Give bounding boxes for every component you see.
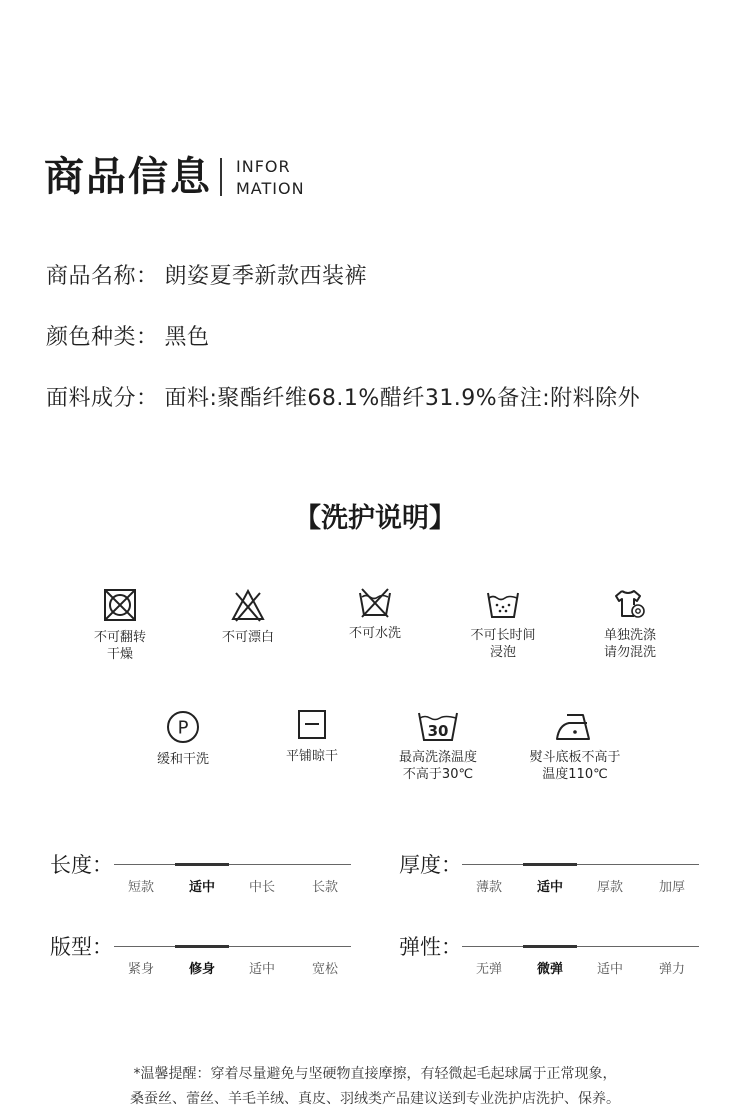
- scale-option: 紧身: [127, 962, 154, 977]
- care-label: [305, 625, 445, 642]
- care-label-line1: 平铺晾干: [285, 749, 338, 764]
- info-label-name: 商品名称：: [46, 264, 159, 289]
- care-label: [50, 629, 190, 663]
- scale-option: 中长: [248, 880, 275, 895]
- scale-option-selected: 修身: [188, 962, 215, 977]
- care-label: [560, 627, 700, 661]
- care-label: [242, 748, 382, 765]
- care-label-line2: 浸泡: [489, 645, 516, 660]
- care-label-line1: 单独洗涤: [603, 628, 656, 643]
- scale-track-fit: [114, 946, 351, 947]
- care-label-line2: 请勿混洗: [603, 645, 656, 660]
- no-tumble-dry-icon: [102, 587, 138, 623]
- title-divider: [220, 158, 222, 196]
- dry-flat-icon: [294, 708, 330, 742]
- scale-label-length: 长度：: [50, 853, 113, 877]
- care-label-line1: 最高洗涤温度: [398, 750, 477, 765]
- care-notice-line1: *温馨提醒：穿着尽量避免与坚硬物直接摩擦，有轻微起毛起球属于正常现象，: [133, 1066, 617, 1082]
- scale-option: 厚款: [596, 880, 623, 895]
- scale-option-selected: 微弹: [536, 962, 563, 977]
- info-value-color: 黑色: [164, 325, 210, 350]
- no-soak-icon: [485, 587, 521, 621]
- care-label-line1: 不可翻转: [93, 630, 146, 645]
- scale-indicator-fit: [175, 945, 229, 948]
- scale-indicator-thickness: [523, 863, 577, 866]
- care-label-line2: 温度110℃: [542, 767, 608, 782]
- care-item-no-tumble-dry: [50, 587, 190, 663]
- care-label-line2: 干燥: [106, 647, 133, 662]
- no-wash-icon: [357, 585, 393, 619]
- scale-option-selected: 适中: [188, 880, 215, 895]
- info-label-material: 面料成分：: [46, 386, 159, 411]
- scale-option: 宽松: [311, 962, 338, 977]
- care-label: [113, 751, 253, 768]
- care-notice-line2: 桑蚕丝、蕾丝、羊毛羊绒、真皮、羽绒类产品建议送到专业洗护店洗护、保养。: [130, 1091, 620, 1107]
- wash-separately-icon: [612, 587, 648, 621]
- care-item-wash-30: [368, 709, 508, 783]
- scale-label-fit: 版型：: [50, 935, 113, 959]
- no-bleach-icon: [230, 587, 266, 623]
- care-label-line1: 不可漂白: [221, 630, 274, 645]
- scale-option: 无弹: [475, 962, 502, 977]
- scale-option: 弹力: [658, 962, 685, 977]
- info-value-material: 面料:聚酯纤维68.1%醋纤31.9%备注:附料除外: [164, 386, 641, 411]
- scale-option: 适中: [248, 962, 275, 977]
- iron-110-icon: [553, 709, 597, 743]
- scale-indicator-elasticity: [523, 945, 577, 948]
- scale-track-length: [114, 864, 351, 865]
- care-item-dry-clean: [113, 709, 253, 768]
- care-label: [505, 749, 645, 783]
- care-section-title: 【洗护说明】: [294, 503, 456, 534]
- wash-temp-badge: 30: [427, 722, 449, 740]
- scale-option: 短款: [127, 880, 154, 895]
- care-item-no-soak: [433, 587, 573, 661]
- care-label: [178, 629, 318, 646]
- care-item-dry-flat: [242, 708, 382, 765]
- title-english-line2: MATION: [236, 179, 305, 198]
- info-row-material: [46, 384, 640, 414]
- scale-option: 薄款: [475, 880, 502, 895]
- scale-label-thickness: 厚度：: [399, 853, 462, 877]
- care-label: [433, 627, 573, 661]
- info-row-name: [46, 262, 367, 292]
- scale-indicator-length: [175, 863, 229, 866]
- wash-30-icon: [416, 709, 460, 743]
- care-label-line2: 不高于30℃: [402, 767, 474, 782]
- page-title: 商品信息: [44, 154, 212, 200]
- title-english-line1: INFOR: [236, 157, 291, 176]
- info-label-color: 颜色种类：: [46, 325, 159, 350]
- info-row-color: [46, 323, 210, 353]
- scale-option: 加厚: [658, 880, 685, 895]
- title-english: [236, 156, 305, 200]
- dry-clean-icon: [165, 709, 201, 745]
- care-label-line1: 不可长时间: [470, 628, 536, 643]
- care-label-line1: 缓和干洗: [156, 752, 209, 767]
- scale-option: 适中: [596, 962, 623, 977]
- scale-track-thickness: [462, 864, 699, 865]
- scale-label-elasticity: 弹性：: [399, 935, 462, 959]
- care-label-line1: 不可水洗: [348, 626, 401, 641]
- care-item-wash-separately: [560, 587, 700, 661]
- care-item-no-wash: [305, 585, 445, 642]
- care-item-no-bleach: [178, 587, 318, 646]
- care-label: [368, 749, 508, 783]
- scale-option-selected: 适中: [536, 880, 563, 895]
- care-item-iron-110: [505, 709, 645, 783]
- scale-option: 长款: [311, 880, 338, 895]
- info-value-name: 朗姿夏季新款西装裤: [164, 264, 368, 289]
- care-label-line1: 熨斗底板不高于: [529, 750, 621, 765]
- care-notice: [0, 1062, 750, 1112]
- scale-track-elasticity: [462, 946, 699, 947]
- svg-text:P: P: [177, 717, 189, 739]
